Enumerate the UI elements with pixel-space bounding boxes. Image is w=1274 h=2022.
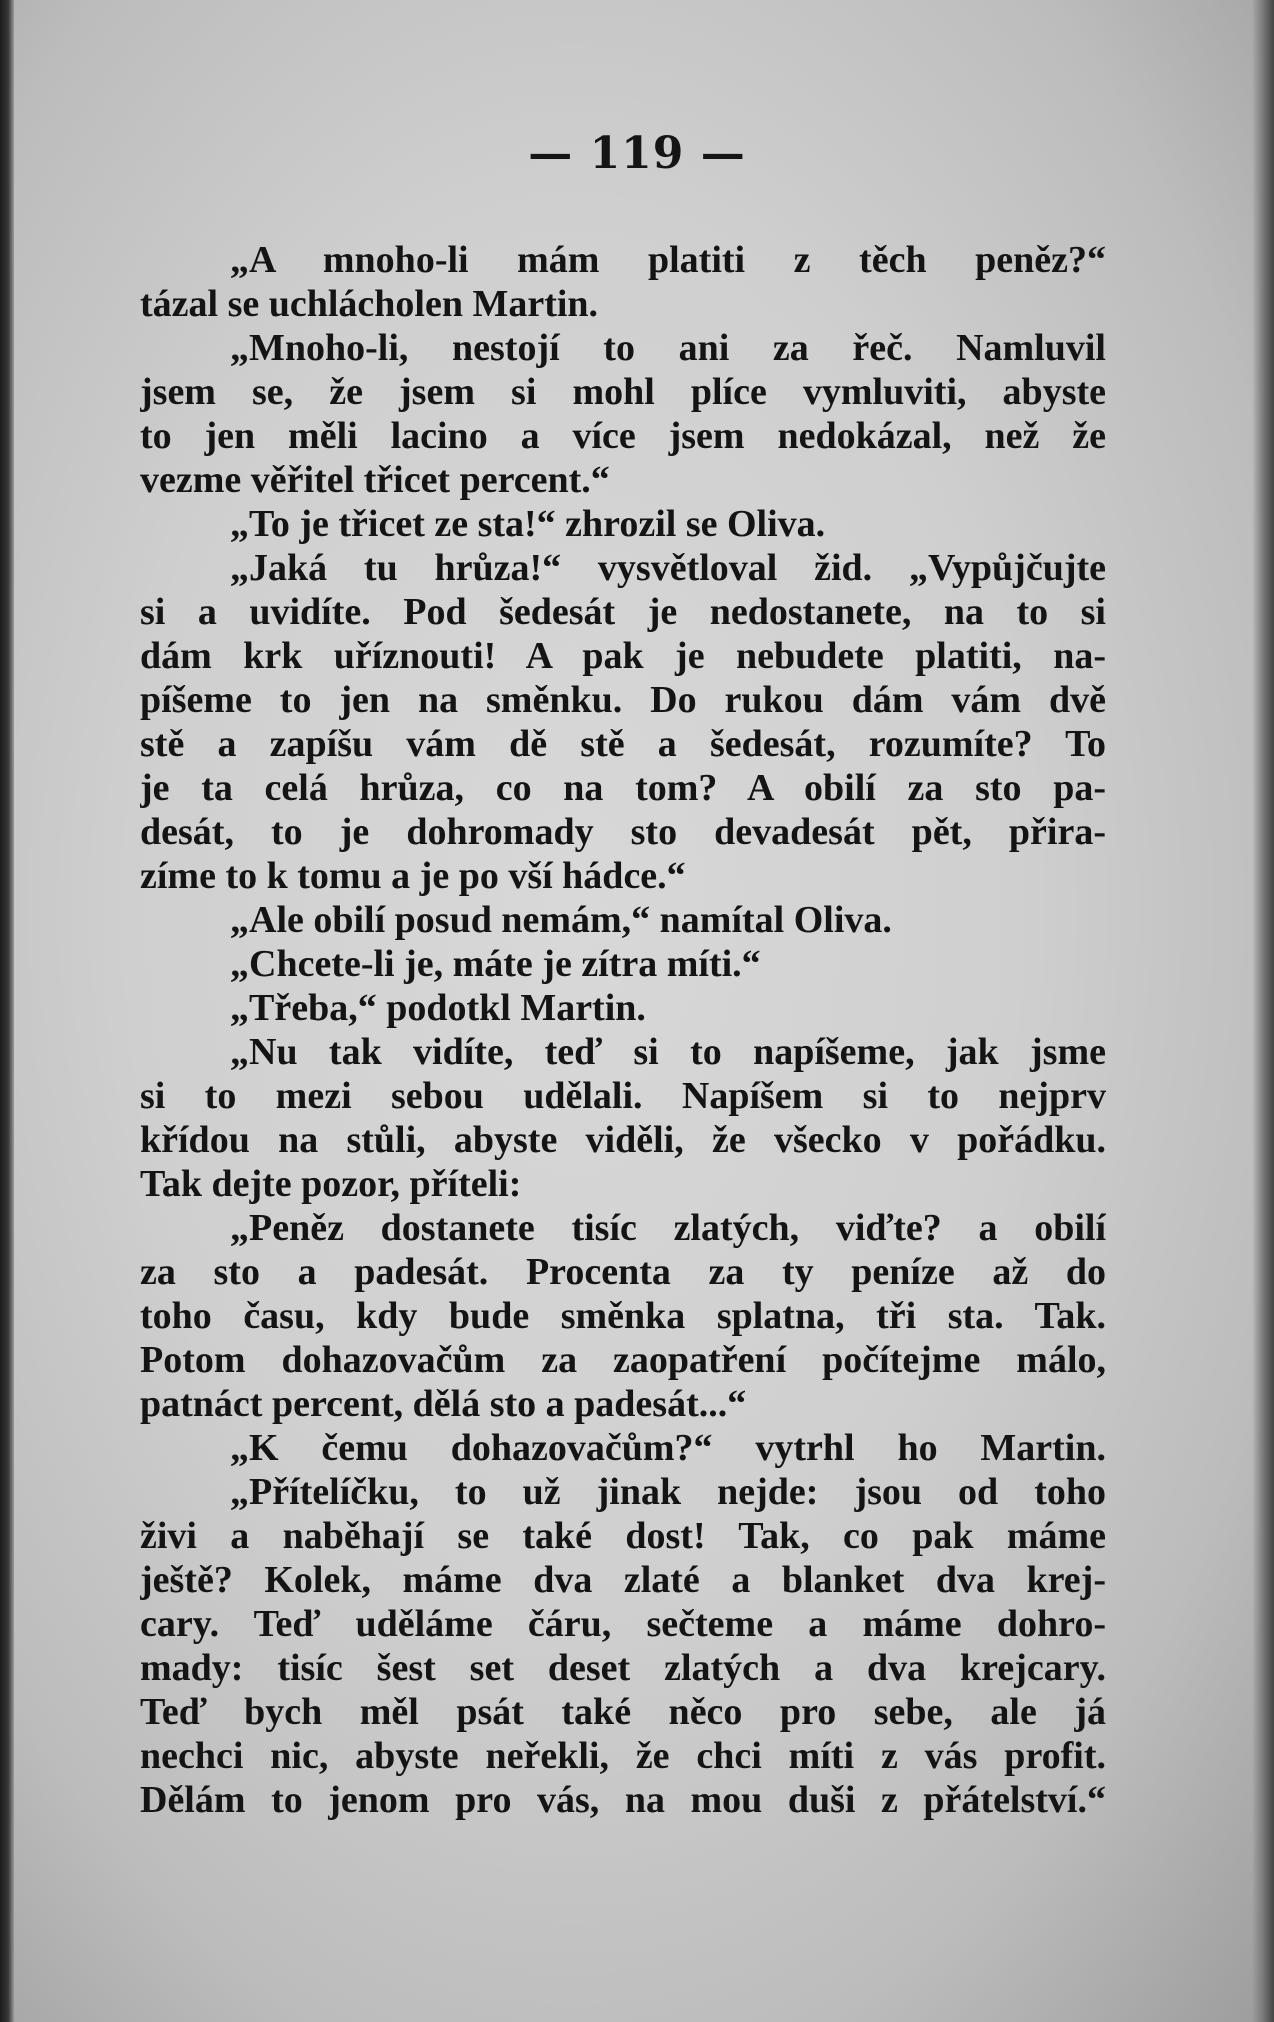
page-number: — 119 — bbox=[528, 128, 746, 179]
text-line: „Mnoho-li, nestojí to ani za řeč. Namluvil bbox=[230, 327, 1106, 369]
text-line: „Jaká tu hrůza!“ vysvětloval žid. „Vypůjčujte bbox=[230, 547, 1106, 589]
text-line: Dělám to jenom pro vás, na mou duši z přátelství.“ bbox=[140, 1779, 1106, 1821]
text-line: píšeme to jen na směnku. Do rukou dám vám dvě bbox=[140, 679, 1106, 721]
text-line: Potom dohazovačům za zaopatření počítejme málo, bbox=[140, 1339, 1106, 1381]
text-line: patnáct percent, dělá sto a padesát...“ bbox=[140, 1383, 747, 1425]
text-line: „Třeba,“ podotkl Martin. bbox=[230, 987, 646, 1029]
text-line: dám krk uříznouti! A pak je nebudete platiti, na- bbox=[140, 635, 1106, 677]
text-line: „K čemu dohazovačům?“ vytrhl ho Martin. bbox=[230, 1427, 1106, 1469]
text-line: „To je třicet ze sta!“ zhrozil se Oliva. bbox=[230, 503, 826, 545]
text-line: to jen měli lacino a více jsem nedokázal, než že bbox=[140, 415, 1106, 457]
text-line: „Nu tak vidíte, teď si to napíšeme, jak jsme bbox=[230, 1031, 1106, 1073]
body-text bbox=[140, 238, 1106, 1822]
page-left-edge bbox=[0, 0, 14, 2022]
text-line: cary. Teď uděláme čáru, sečteme a máme dohro- bbox=[140, 1603, 1106, 1645]
text-line: desát, to je dohromady sto devadesát pět, přira- bbox=[140, 811, 1106, 853]
text-line: mady: tisíc šest set deset zlatých a dva krejcary. bbox=[140, 1647, 1106, 1689]
text-line: vezme věřitel třicet percent.“ bbox=[140, 459, 610, 501]
text-line: „Přítelíčku, to už jinak nejde: jsou od toho bbox=[230, 1471, 1106, 1513]
text-line: stě a zapíšu vám dě stě a šedesát, rozumíte? To bbox=[140, 723, 1106, 765]
text-line: si a uvidíte. Pod šedesát je nedostanete, na to si bbox=[140, 591, 1106, 633]
text-line: „Ale obilí posud nemám,“ namítal Oliva. bbox=[230, 899, 892, 941]
text-line: toho času, kdy bude směnka splatna, tři sta. Tak. bbox=[140, 1295, 1106, 1337]
text-line: živi a naběhají se také dost! Tak, co pak máme bbox=[140, 1515, 1106, 1557]
text-line: jsem se, že jsem si mohl plíce vymluviti, abyste bbox=[140, 371, 1106, 413]
text-line: zíme to k tomu a je po vší hádce.“ bbox=[140, 855, 686, 897]
text-line: za sto a padesát. Procenta za ty peníze až do bbox=[140, 1251, 1106, 1293]
page-right-edge bbox=[1252, 0, 1274, 2022]
text-line: „Peněz dostanete tisíc zlatých, viďte? a obilí bbox=[230, 1207, 1106, 1249]
text-line: Tak dejte pozor, příteli: bbox=[140, 1163, 522, 1205]
text-line: křídou na stůli, abyste viděli, že všecko v pořádku. bbox=[140, 1119, 1106, 1161]
text-line: „Chcete-li je, máte je zítra míti.“ bbox=[230, 943, 761, 985]
text-line: „A mnoho-li mám platiti z těch peněz?“ bbox=[230, 239, 1106, 281]
text-line: ještě? Kolek, máme dva zlaté a blanket dva krej- bbox=[140, 1559, 1106, 1601]
text-line: tázal se uchlácholen Martin. bbox=[140, 283, 599, 325]
text-line: Teď bych měl psát také něco pro sebe, ale já bbox=[140, 1691, 1106, 1733]
text-line: nechci nic, abyste neřekli, že chci míti z vás profit. bbox=[140, 1735, 1106, 1777]
text-line: si to mezi sebou udělali. Napíšem si to nejprv bbox=[140, 1075, 1106, 1117]
text-line: je ta celá hrůza, co na tom? A obilí za sto pa- bbox=[140, 767, 1106, 809]
